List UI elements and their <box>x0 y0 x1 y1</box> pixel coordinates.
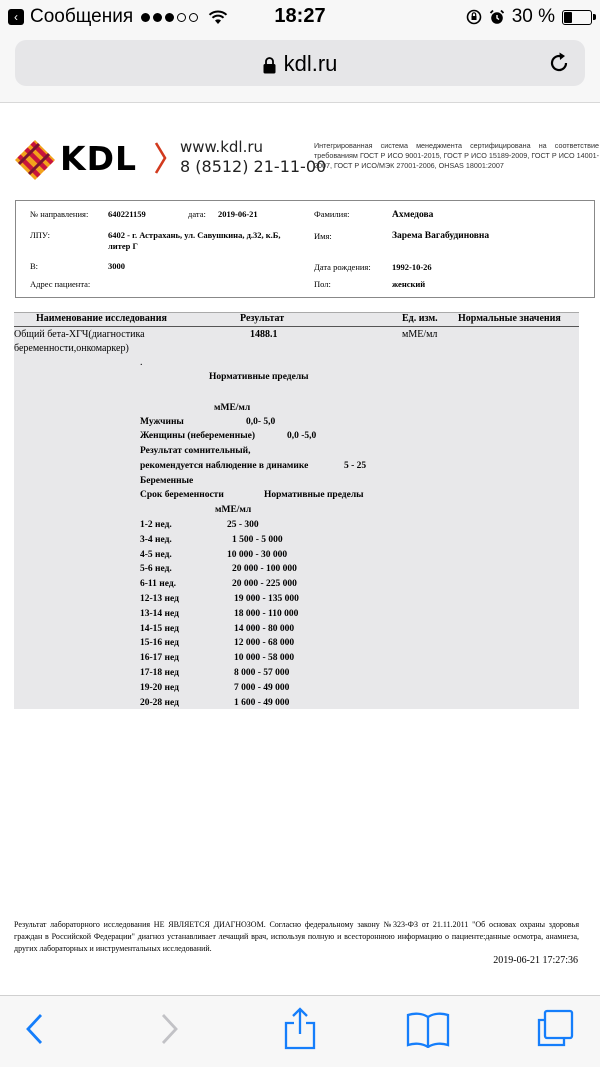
browser-toolbar <box>0 995 600 1067</box>
term-range: 1 500 - 5 000 <box>232 534 283 545</box>
term-range: 10 000 - 30 000 <box>227 549 288 560</box>
share-icon[interactable] <box>283 1006 317 1050</box>
chevron-right-icon <box>154 141 168 175</box>
term-week: 20-28 нед <box>140 697 179 708</box>
battery-icon <box>562 10 592 25</box>
reference-title: Нормативные пределы <box>209 372 309 382</box>
birth-date-label: Дата рождения: <box>314 262 371 272</box>
header-test-name: Наименование исследования <box>36 313 167 324</box>
term-week: 14-15 нед <box>140 623 179 634</box>
term-week: 15-16 нед <box>140 638 179 649</box>
term-week: 13-14 нед <box>140 608 179 619</box>
term-range: 25 - 300 <box>227 520 259 530</box>
tabs-icon[interactable] <box>535 1008 575 1048</box>
doubtful-line2-label: рекомендуется наблюдение в динамике <box>140 461 309 471</box>
site-link[interactable]: www.kdl.ru <box>180 138 264 156</box>
url-text: kdl.ru <box>283 51 338 76</box>
name-value: Зарема Вагабудиновна <box>392 231 490 241</box>
term-range: 1 600 - 49 000 <box>234 697 290 708</box>
browser-address-area <box>0 32 600 103</box>
term-range: 8 000 - 57 000 <box>234 668 290 678</box>
term-header: Срок беременности <box>140 490 224 500</box>
dot-mark: . <box>140 357 143 368</box>
term-week: 16-17 нед <box>140 653 179 664</box>
results-table <box>14 312 579 709</box>
phone-number[interactable]: 8 (8512) 21-11-00 <box>180 157 327 176</box>
term-week: 6-11 нед. <box>140 579 177 590</box>
surname-value: Ахмедова <box>392 210 434 220</box>
term-range: 20 000 - 225 000 <box>232 579 297 590</box>
certification-text: Интегрированная система менеджмента сертифицирована на соответствие требованиям ГОСТ Р ИСО 9001-2015, ГОСТ Р ИСО 15189-2009, ГОСТ Р ИСО 14001-2007, ГОСТ Р ИСО/МЭК 27001-2006, OHSAS 18001:2007 <box>314 141 599 170</box>
back-arrow-icon: ‹ <box>8 9 24 25</box>
women-value: 0,0 -5,0 <box>287 431 317 441</box>
result-unit: мМЕ/мл <box>402 329 438 340</box>
surname-label: Фамилия: <box>314 209 350 219</box>
men-value: 0,0- 5,0 <box>246 417 276 427</box>
doubtful-line1: Результат сомнительный, <box>140 446 251 456</box>
status-bar <box>0 0 600 32</box>
header-unit: Ед. изм. <box>402 313 438 324</box>
forward-icon[interactable] <box>158 1012 180 1046</box>
pregnant-label: Беременные <box>140 476 194 486</box>
back-icon[interactable] <box>24 1012 46 1046</box>
header-result: Результат <box>240 313 285 324</box>
lpu-value-line1: 6402 - г. Астрахань, ул. Савушкина, д.32, к.Б, <box>108 230 281 240</box>
bookmarks-icon[interactable] <box>406 1010 450 1048</box>
women-label: Женщины (небеременные) <box>140 431 255 441</box>
table-header <box>14 312 579 327</box>
term-range: 19 000 - 135 000 <box>234 594 299 604</box>
term-range: 20 000 - 100 000 <box>232 564 297 575</box>
term-week: 12-13 нед <box>140 594 179 604</box>
battery-percent: 30 % <box>511 6 555 27</box>
v-label: В: <box>30 261 39 271</box>
result-value: 1488.1 <box>250 329 278 340</box>
term-norm-header: Нормативные пределы <box>264 490 364 500</box>
contacts <box>180 138 326 176</box>
kdl-logo-text: KDL <box>60 139 137 178</box>
term-week: 3-4 нед. <box>140 534 172 545</box>
lock-icon <box>263 57 276 74</box>
term-range: 7 000 - 49 000 <box>234 682 290 693</box>
rotation-lock-icon <box>466 9 482 25</box>
header-norm: Нормальные значения <box>458 313 561 324</box>
clock: 18:27 <box>274 5 326 27</box>
term-unit: мМЕ/мл <box>215 505 252 515</box>
name-label: Имя: <box>314 231 332 241</box>
term-range: 10 000 - 58 000 <box>234 653 295 664</box>
term-range: 14 000 - 80 000 <box>234 623 295 634</box>
term-week: 17-18 нед <box>140 668 179 678</box>
report-header <box>14 137 599 183</box>
disclaimer: Результат лабораторного исследования НЕ ЯВЛЯЕТСЯ ДИАГНОЗОМ. Согласно федеральному закону №323-ФЗ от 21.11.2011 "Об основах охраны здоровья граждан в Российской Федерации" диагноз устанавливает лечащий врач, используя полную и всестороннюю информацию о пациенте:данные осмотра, анамнеза, других лабораторных и инструментальных исследований. <box>14 920 579 953</box>
date-label: дата: <box>188 209 206 219</box>
term-range: 18 000 - 110 000 <box>234 608 299 619</box>
alarm-icon <box>489 9 505 25</box>
print-datetime: 2019-06-21 17:27:36 <box>493 955 578 966</box>
address-bar[interactable] <box>15 40 585 86</box>
term-week: 1-2 нед. <box>140 520 172 530</box>
referral-value: 640221159 <box>108 209 146 219</box>
doubtful-line2-value: 5 - 25 <box>344 461 367 471</box>
address-label: Адрес пациента: <box>30 279 91 289</box>
reload-icon[interactable] <box>547 51 571 75</box>
test-name-line2: беременности,онкомаркер) <box>14 343 129 354</box>
date-value: 2019-06-21 <box>218 209 258 219</box>
lpu-label: ЛПУ: <box>30 230 50 240</box>
reference-unit: мМЕ/мл <box>214 403 251 413</box>
birth-date-value: 1992-10-26 <box>392 262 432 272</box>
test-name-line1: Общий бета-ХГЧ(диагностика <box>14 329 145 340</box>
term-week: 5-6 нед. <box>140 564 172 575</box>
lpu-value-line2: литер Г <box>108 241 138 251</box>
kdl-logo-icon <box>14 139 56 181</box>
men-label: Мужчины <box>140 417 184 427</box>
referral-label: № направления: <box>30 209 89 219</box>
v-value: 3000 <box>108 261 125 271</box>
term-range: 12 000 - 68 000 <box>234 638 295 649</box>
term-week: 19-20 нед <box>140 682 179 693</box>
lab-report-page <box>0 103 600 995</box>
back-app-label: Сообщения <box>30 6 134 27</box>
term-week: 4-5 нед. <box>140 549 172 560</box>
sex-value: женский <box>392 279 426 289</box>
sex-label: Пол: <box>314 279 331 289</box>
patient-info-box <box>15 200 595 298</box>
